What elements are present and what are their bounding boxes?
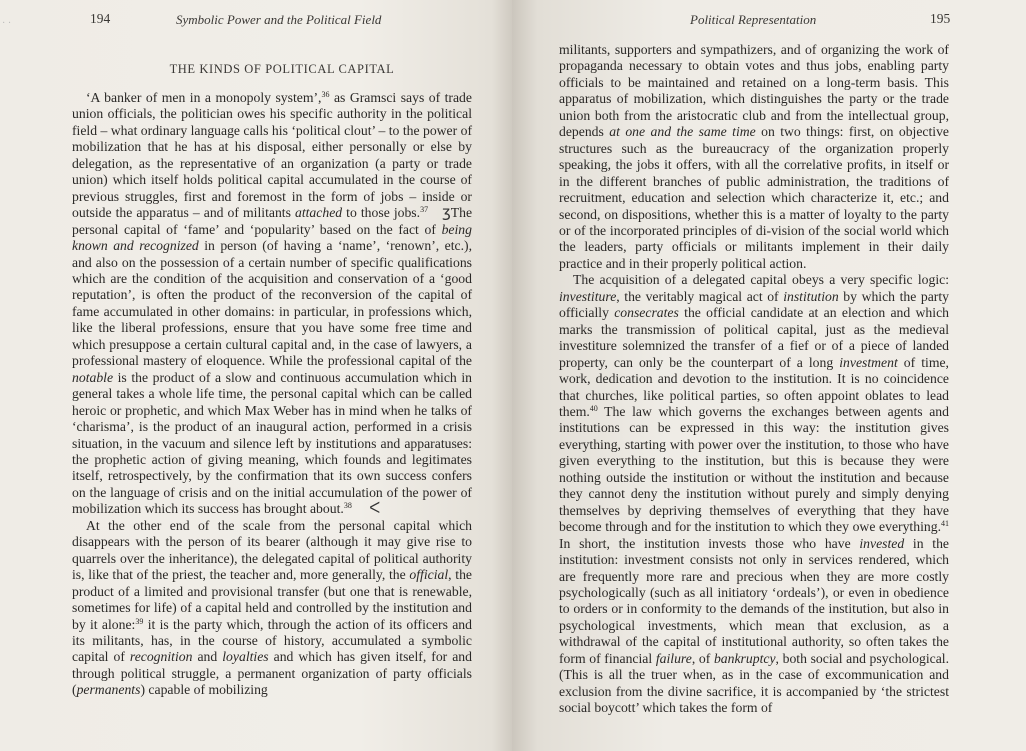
left-running-head: Symbolic Power and the Political Field (176, 12, 382, 27)
right-running-head: Political Representation (690, 12, 817, 27)
footnote-ref-38[interactable]: 38 (343, 501, 352, 511)
left-paragraph-1: ‘A banker of men in a monopoly system’,$^{36}$ as Gramsci says of trade union officials, the politician owes his specific authority in the political field – what ordinary language calls his ‘political clout’ – to the power of mobilization that he has at his disposal, either personally or else by delegation, as the representative of an organization (a party or trade union) which itself holds political capital accumulated in the course of previous struggles, first and foremost in the form of jobs – inside or outside the apparatus – and of militants attached to those jobs.$^{37}$ ʒThe personal capital of ‘fame’ and ‘popularity’ based on the fact of being known and recognized in person (of having a ‘name’, ‘renown’, etc.), and also on the possession of a certain number of specific qualifications which are the condition of the acquisition and conservation of a ‘good reputation’, is often the product of the reconversion of the capital of fame accumulated in other domains: in particular, in professions which, like the liberal professions, ensure that you have some free time and which presuppose a certain cultural capital and, in the case of lawyers, a professional mastery of eloquence. While the professional capital of the notable is the product of a slow and continuous accumulation which in general takes a whole life time, the personal capital which can be called heroic or prophetic, and which Max Weber has in mind when he talks of ‘charisma’, is the product of an inaugural action, performed in a crisis situation, in the vacuum and silence left by institutions and apparatuses: the prophetic action of giving meaning, which founds and legitimates itself, retrospectively, by the confirmation that its own success confers on the language of crisis and on the initial accumulation of the power of mobilization which its success has brought about.$^{38}$ ᐸ (72, 90, 473, 518)
footnote-ref-41[interactable]: 41 (941, 519, 949, 529)
left-page (0, 0, 512, 751)
left-body-text (72, 90, 472, 699)
footnote-ref-39[interactable]: 39 (135, 616, 144, 626)
left-paragraph-2: At the other end of the scale from the personal capital which disappears with the person of its bearer (although it may give rise to quarrels over the inheritance), the delegated capital of political authority is, like that of the priest, the teacher and, more generally, the official, the product of a limited and provisional transfer (but one that is renewable, sometimes for life) of a capital held and controlled by the institution and by it alone:$^{39}$ it is the party which, through the action of its officers and its militants, has, in the course of history, accumulated a symbolic capital of recognition and loyalties and which has given itself, for and through political struggle, a permanent organization of party officials (permanents) capable of mobilizing (72, 517, 472, 698)
left-page-number: 194 (90, 11, 111, 26)
right-body-text (559, 42, 949, 717)
right-paragraph-1: militants, supporters and sympathizers, and of organizing the work of propaganda necessary to obtain votes and thus jobs, enabling party officials to be maintained and retained on a long-term basis. This apparatus of mobilization, which distinguishes the party or the trade union both from the aristocratic club and from the intellectual group, depends at one and the same time on two things: first, on objective structures such as the bureaucracy of the organization properly speaking, the jobs it offers, with all the correlative profits, in itself or in the different branches of public administration, the traditions of recruitment, education and selection which characterize it, etc.; and second, on dispositions, whether this is a matter of loyalty to the party or of the incorporated principles of di-vision of the social world which the leaders, party officials or militants implement in their daily practice and in their properly political action. (559, 42, 950, 271)
margin-speck: · · (2, 18, 12, 29)
right-page (512, 0, 1026, 751)
footnote-ref-36[interactable]: 36 (321, 90, 330, 99)
footnote-ref-37[interactable]: 37 (420, 205, 429, 215)
footnote-ref-40[interactable]: 40 (589, 403, 598, 413)
right-page-number: 195 (930, 11, 951, 26)
right-paragraph-2: The acquisition of a delegated capital obeys a very specific logic: investiture, the veritably magical act of institution by which the party officially consecrates the official candidate at an election and which marks the transmission of political capital, just as the medieval investiture solemnized the transfer of a fief or of a piece of landed property, can only be the counterpart of a long investment of time, work, dedication and devotion to the institution. It is no coincidence that churches, like political parties, so often appoint oblates to lead them.$^{40}$ The law which governs the exchanges between agents and institutions can be expressed in this way: the institution gives everything, starting with power over the institution, to those who have given everything to the institution, but this is because they were nothing outside the institution or without the institution and because they cannot deny the institution without purely and simply denying themselves by depriving themselves of everything that they have become through and for the institution to which they owe everything.$^{41}$ In short, the institution invests those who have invested in the institution: investment consists not only in services rendered, which are frequently more rare and precious when they are more costly psychologically (such as all initiatory ‘ordeals’), or even in obedience to orders or in conformity to the demands of the institution, but also in psychological investments, which mean that exclusion, as a withdrawal of the capital of institutional authority, so often takes the form of financial failure, of bankruptcy, both social and psychological. (This is all the truer when, as in the case of excommunication and exclusion from the divine sacrifice, it is accompanied by ‘the strictest social boycott’ which takes the form of (559, 272, 950, 716)
section-title: THE KINDS OF POLITICAL CAPITAL (169, 62, 395, 76)
